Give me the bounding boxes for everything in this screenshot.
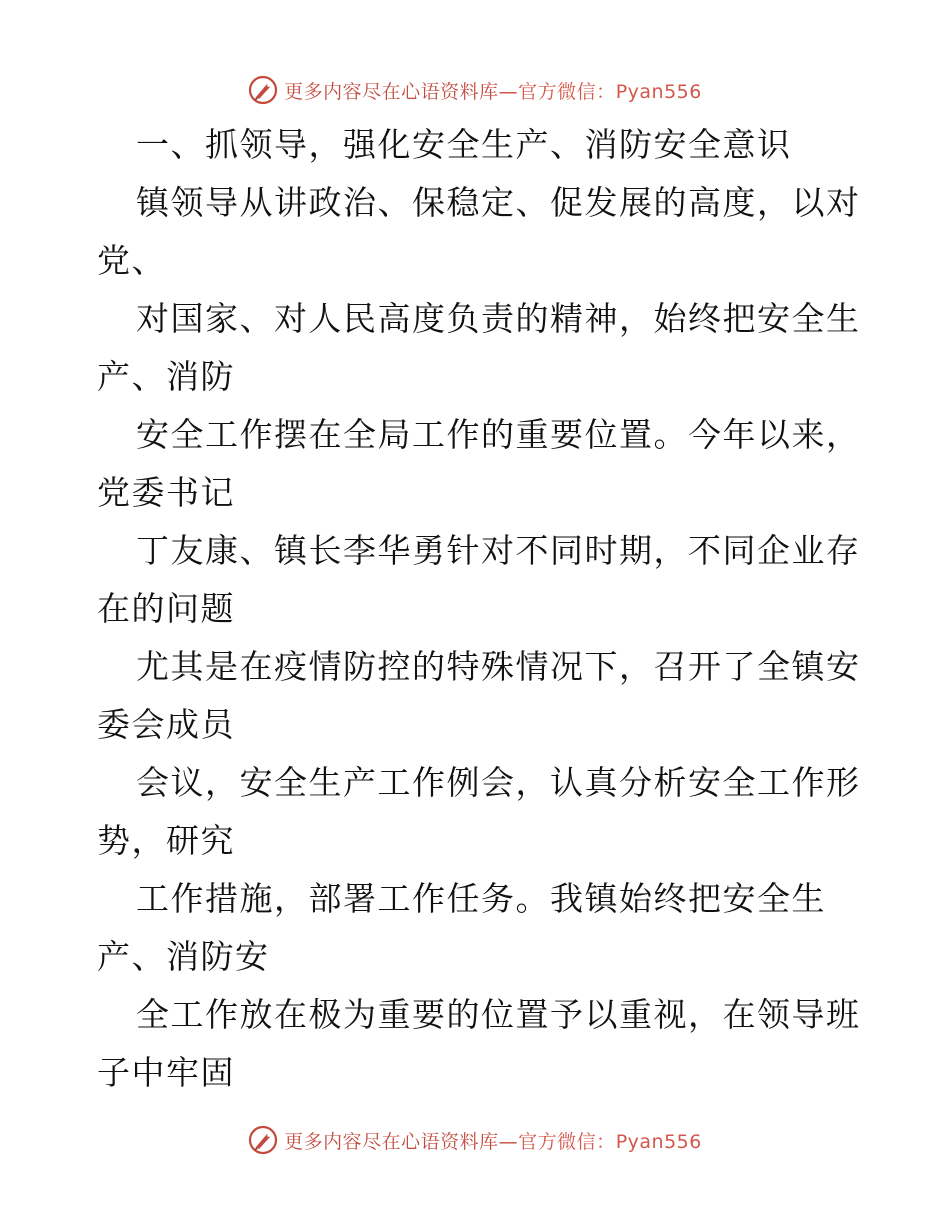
watermark-dash: — (498, 80, 519, 103)
paragraph-line: 安全工作摆在全局工作的重要位置。今年以来， (136, 415, 861, 454)
paragraph-line: 工作措施，部署工作任务。我镇始终把安全生 (136, 879, 826, 918)
watermark-wechat-label: 官方微信： (518, 1130, 616, 1153)
document-body (97, 116, 861, 1102)
paragraph-line: 丁友康、镇长李华勇针对不同时期，不同企业存 (136, 531, 861, 570)
paragraph-line: 党、 (97, 241, 166, 280)
watermark-site-text: 更多内容尽在心语资料库 (284, 1130, 499, 1153)
watermark-text (284, 77, 702, 104)
watermark-text (284, 1127, 702, 1154)
paragraph-line: 对国家、对人民高度负责的精神，始终把安全生 (136, 299, 861, 338)
paragraph-line: 产、消防 (97, 357, 235, 396)
paragraph-line: 在的问题 (97, 589, 235, 628)
paragraph-line: 会议，安全生产工作例会，认真分析安全工作形 (136, 763, 861, 802)
paragraph-line: 委会成员 (97, 705, 235, 744)
paragraph-line: 党委书记 (97, 473, 235, 512)
paragraph-line: 镇领导从讲政治、保稳定、促发展的高度，以对 (136, 183, 861, 222)
header-watermark-banner (0, 70, 950, 110)
pen-logo-icon (248, 75, 278, 105)
pen-logo-icon (248, 1125, 278, 1155)
watermark-site-text: 更多内容尽在心语资料库 (284, 80, 499, 103)
section-heading: 一、抓领导，强化安全生产、消防安全意识 (136, 125, 792, 164)
paragraph-line: 全工作放在极为重要的位置予以重视，在领导班 (136, 995, 861, 1034)
watermark-wechat-id: Pyan556 (615, 1130, 702, 1153)
paragraph-line: 子中牢固 (97, 1053, 235, 1092)
paragraph-line: 产、消防安 (97, 937, 270, 976)
watermark-wechat-label: 官方微信： (518, 80, 616, 103)
paragraph-line: 势，研究 (97, 821, 235, 860)
watermark-dash: — (498, 1130, 519, 1153)
paragraph-line: 尤其是在疫情防控的特殊情况下，召开了全镇安 (136, 647, 861, 686)
footer-watermark-banner (0, 1120, 950, 1160)
watermark-wechat-id: Pyan556 (615, 80, 702, 103)
